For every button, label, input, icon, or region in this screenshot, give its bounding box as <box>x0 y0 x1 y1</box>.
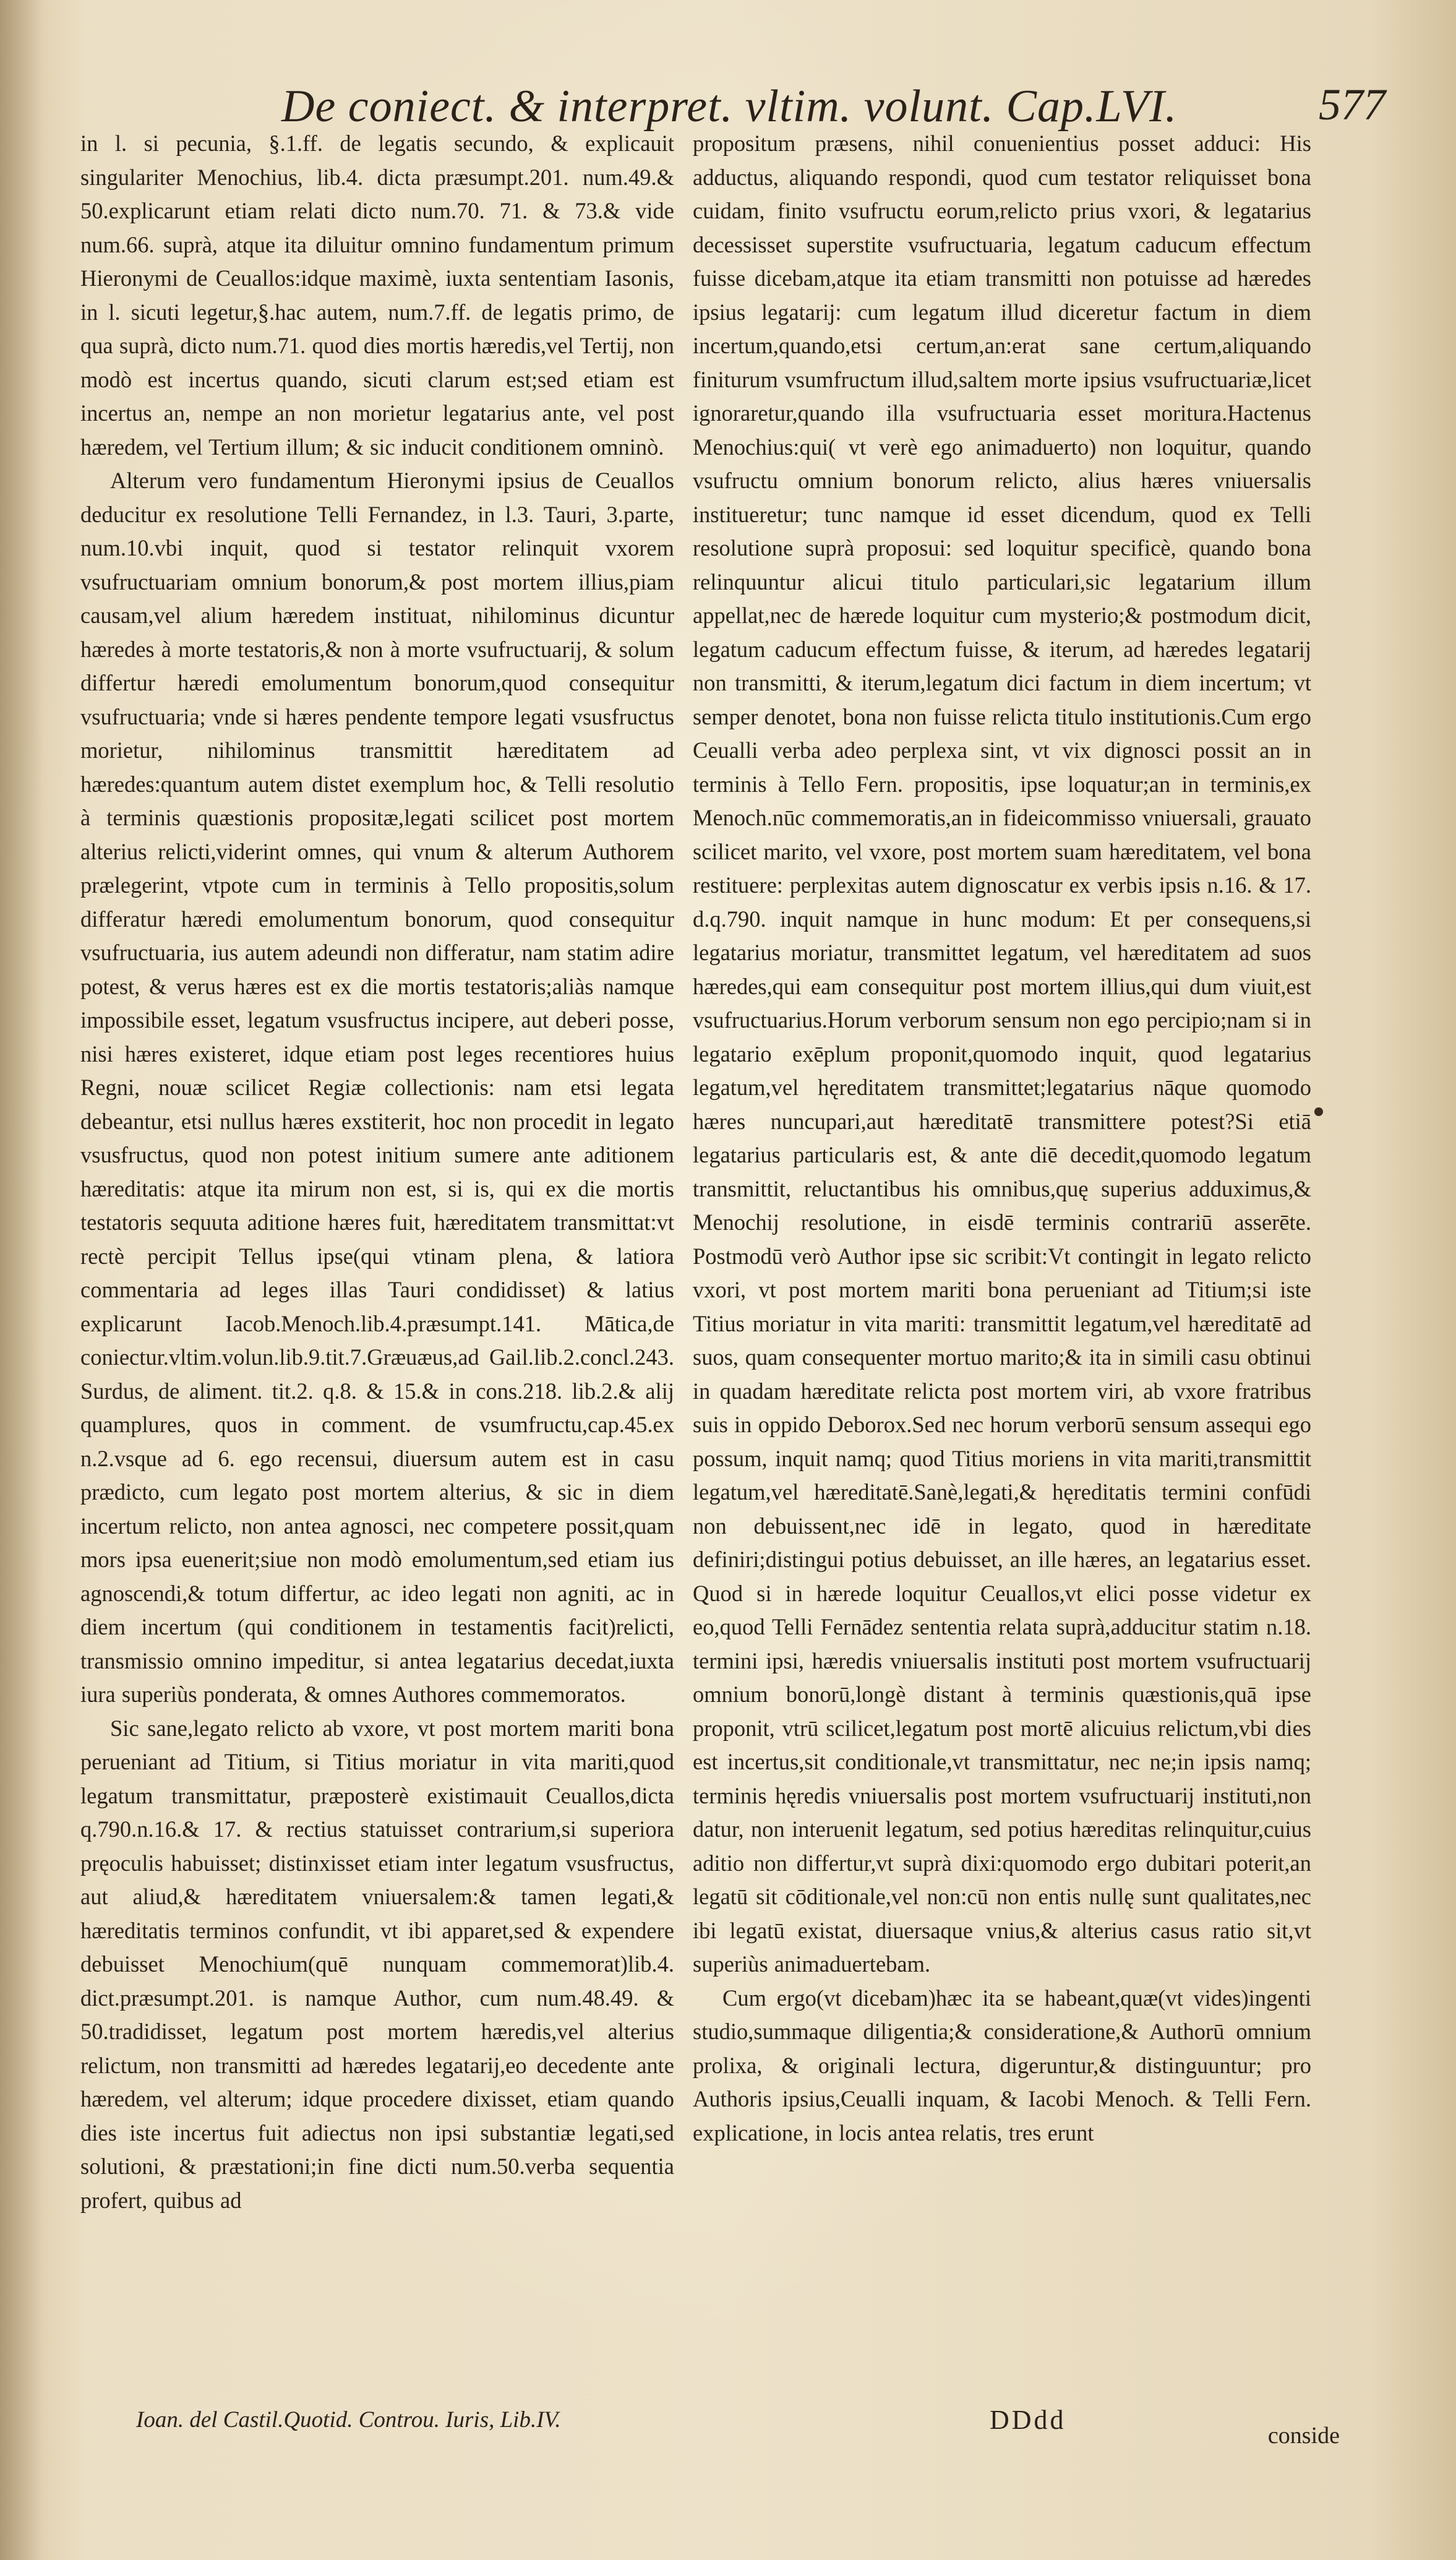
catchword: conside <box>1267 2423 1340 2449</box>
right-column <box>693 127 1311 2150</box>
left-paragraph-2: Alterum vero fundamentum Hieronymi ipsius de Ceuallos deducitur ex resolutione Telli Fernandez, in l.3. Tauri, 3.parte, num.10.vbi inquit, quod si testator relinquit vxorem vsufructuariam omnium bonorum,& post mortem illius,piam causam,vel alium hæredem instituat, nihilominus dicuntur hæredes à morte testatoris,& non à morte vsufructuarij, & solum differtur hæredi emolumentum bonorum,quod consequitur vsufructuaria; vnde si hæres pendente tempore legati vsusfructus morietur, nihilominus transmittit hæreditatem ad hæredes:quantum autem distet exemplum hoc, & Telli resolutio à terminis quæstionis propositæ,legati scilicet post mortem alterius relicti,viderint omnes, qui vnum & alterum Authorem prælegerint, vtpote cum in terminis à Tello propositis,solum differatur hæredi emolumentum bonorum, quod consequitur vsufructuaria, ius autem adeundi non differatur, nam statim adire potest, & verus hæres est ex die mortis testatoris;aliàs namque impossibile esset, legatum vsusfructus incipere, aut deberi posse, nisi hæres existeret, idque etiam post leges recentiores huius Regni, nouæ scilicet Regiæ collectionis: nam etsi legata debeantur, etsi nullus hæres exstiterit, hoc non procedit in legato vsusfructus, quod non potest initium sumere ante aditionem hæreditatis: atque ita mirum non est, si is, qui ex die mortis testatoris sequuta aditione hæres fuit, hæreditatem transmittat:vt rectè percipit Tellus ipse(qui vtinam plena, & latiora commentaria ad leges illas Tauri condidisset) & latius explicarunt Iacob.Menoch.lib.4.præsumpt.141. Mātica,de coniectur.vltim.volun.lib.9.tit.7.Græuæus,ad Gail.lib.2.concl.243. Surdus, de aliment. tit.2. q.8. & 15.& in cons.218. lib.2.& alij quamplures, quos in comment. de vsumfructu,cap.45.ex n.2.vsque ad 6. ego recensui, diuersum autem est in casu prædicto, cum legato post mortem alterius, & sic in diem incertum relicto, non antea agnosci, nec competere possit,quam mors ipsa euenerit;siue non modò emolumentum,sed etiam ius agnoscendi,& totum differtur, ac ideo legati non agniti, ac in diem incertum (qui conditionem in testamentis facit)relicti, transmissio omnino impeditur, si antea legatarius decedat,iuxta iura superiùs ponderata, & omnes Authores commemoratos. <box>80 468 674 1707</box>
right-paragraph-1: propositum præsens, nihil conuenientius posset adduci: His adductus, aliquando respondi, quod cum testator reliquisset bona cuidam, finito vsufructu eorum,relicto prius vxori, & legatarius decessisset superstite vsufructuaria, legatum caducum effectum fuisse dicebam,atque ita etiam transmitti non potuisse ad hæredes ipsius legatarij: cum legatum illud diceretur factum in diem incertum,quando,etsi certum,an:erat sane certum,aliquando finiturum vsumfructum illud,saltem morte ipsius vsufructuariæ,licet ignoraretur,quando illa vsufructuaria esset moritura.Hactenus Menochius:qui( vt verè ego animaduerto) non loquitur, quando vsufructu omnium bonorum relicto, alius hæres vniuersalis institueretur; tunc namque id esset dicendum, quod ex Telli resolutione suprà proposui: sed loquitur specificè, quando bona relinquuntur alicui titulo particulari,sic legatarium illum appellat,nec de hærede loquitur cum mysterio;& postmodum dicit, legatum caducum effectum fuisse, & iterum, ad hæredes legatarij non transmitti, & iterum,legatum dici factum in diem incertum; vt semper denotet, bona non fuisse relicta titulo institutionis.Cum ergo Ceualli verba adeo perplexa sint, vt vix dignosci possit an in terminis à Tello Fern. propositis, ipse loquatur;an in terminis,ex Menoch.nūc commemoratis,an in fideicommisso vniuersali, grauato scilicet marito, vel vxore, post mortem suam hæreditatem, vel bona restituere: perplexitas autem dignoscatur ex verbis ipsis n.16. & 17. d.q.790. inquit namque in hunc modum: Et per consequens,si legatarius moriatur, transmittet legatum, vel hæreditatem ad suos hæredes,qui eam consequitur post mortem illius,qui dum viuit,est vsufructuarius.Horum verborum sensum non ego percipio;nam si in legatario exēplum proponit,quomodo inquit, quod legatarius legatum,vel hęreditatem transmittet;legatarius nāque quomodo hæres nuncupari,aut hæreditatē transmittere potest?Si etiā legatarius particularis est, & ante diē decedit,quomodo legatum transmittit, reluctantibus his omnibus,quę superius adduximus,& Menochij resolutione, in eisdē terminis contrariū asserēte. Postmodū verò Author ipse sic scribit:Vt contingit in legato relicto vxori, vt post mortem mariti bona perueniant ad Titium;si iste Titius moriatur in vita mariti: transmittit legatum,vel hæreditatē ad suos, quam consequenter mortuo marito;& ita in simili casu obtinui in quadam hæreditate relicta post mortem viri, ab vxore fratribus suis in oppido Deborox.Sed nec horum verborū sensum assequi ego possum, inquit namq; quod Titius moriens in vita mariti,transmittit legatum,vel hæreditatē.Sanè,legati,& hęreditatis termini confūdi non debuissent,nec idē in legato, quod in hæreditate definiri;distingui potius debuisset, an ille hæres, an legatarius esset. Quod si in hærede loquitur Ceuallos,vt elici posse videtur ex eo,quod Telli Fernādez sententia relata suprà,adducitur statim n.18. termini ipsi, hæredis vniuersalis instituti post mortem vsufructuarij omnium bonorū,longè distant à terminis quæstionis,quā ipse proponit, vtrū scilicet,legatum post mortē alicuius relictum,vbi dies est incertus,sit conditionale,vt transmittatur, nec ne;in ipsis namq; terminis hęredis vniuersalis post mortem vsufructuarij instituti,non datur, non interuenit legatum, sed potius hæreditas relinquitur,cuius aditio non differtur,vt suprà dixi:quomodo ergo dubitari poterit,an legatū sit cōditionale,vel non:cū non entis nullę sunt qualitates,nec ibi legatū existat, diuersaque vnius,& alterius casus ratio sit,vt superiùs animaduertebam. <box>693 131 1311 1977</box>
left-paragraph-1: in l. si pecunia, §.1.ff. de legatis secundo, & explicauit singulariter Menochius, lib.4. dicta præsumpt.201. num.49.& 50.explicarunt etiam relati dicto num.70. 71. & 73.& vide num.66. suprà, atque ita diluitur omnino fundamentum primum Hieronymi de Ceuallos:idque maximè, iuxta sententiam Iasonis, in l. sicuti legetur,§.hac autem, num.7.ff. de legatis primo, de qua suprà, dicto num.71. quod dies mortis hæredis,vel Tertij, non modò est incertus quando, sicuti clarum est;sed etiam est incertus an, nempe an non morietur legatarius ante, vel post hæredem, vel Tertium illum; & sic inducit conditionem omninò. <box>80 131 674 460</box>
page-number: 577 <box>1319 80 1385 129</box>
footer-reference: Ioan. del Castil.Quotid. Controu. Iuris, Lib.IV. <box>136 2407 561 2433</box>
signature-mark: DDdd <box>990 2405 1066 2435</box>
left-paragraph-3: Sic sane,legato relicto ab vxore, vt post mortem mariti bona perueniant ad Titium, si Titius moriatur in vita mariti,quod legatum transmittatur, præposterè existimauit Ceuallos,dicta q.790.n.16.& 17. & rectius statuisset contrarium,si superiora pręoculis habuisset; distinxisset etiam inter legatum vsusfructus, aut aliud,& hæreditatem vniuersalem:& tamen legati,& hæreditatis terminos confundit, vt ibi apparet,sed & expendere debuisset Menochium(quē nunquam commemorat)lib.4. dict.præsumpt.201. is namque Author, cum num.48.49. & 50.tradidisset, legatum post mortem hæredis,vel alterius relictum, non transmitti ad hæredes legatarij,eo decedente ante hæredem, vel alterum; idque procedere dixisset, etiam quando dies iste incertus fuit adiectus non ipsi substantiæ legati,sed solutioni, & præstationi;in fine dicti num.50.verba sequentia profert, quibus ad <box>80 1715 674 2213</box>
right-paragraph-2: Cum ergo(vt dicebam)hæc ita se habeant,quæ(vt vides)ingenti studio,summaque diligentia;& consideratione,& Authorū omnium prolixa, & originali lectura, digeruntur,& distinguuntur; pro Authoris ipsius,Ceualli inquam, & Iacobi Menoch. & Telli Fern. explicatione, in locis antea relatis, tres erunt <box>693 1985 1311 2146</box>
left-column <box>80 127 674 2217</box>
ink-stain <box>1314 1107 1323 1116</box>
running-title: De coniect. & interpret. vltim. volunt. Cap.LVI. <box>281 81 1178 132</box>
